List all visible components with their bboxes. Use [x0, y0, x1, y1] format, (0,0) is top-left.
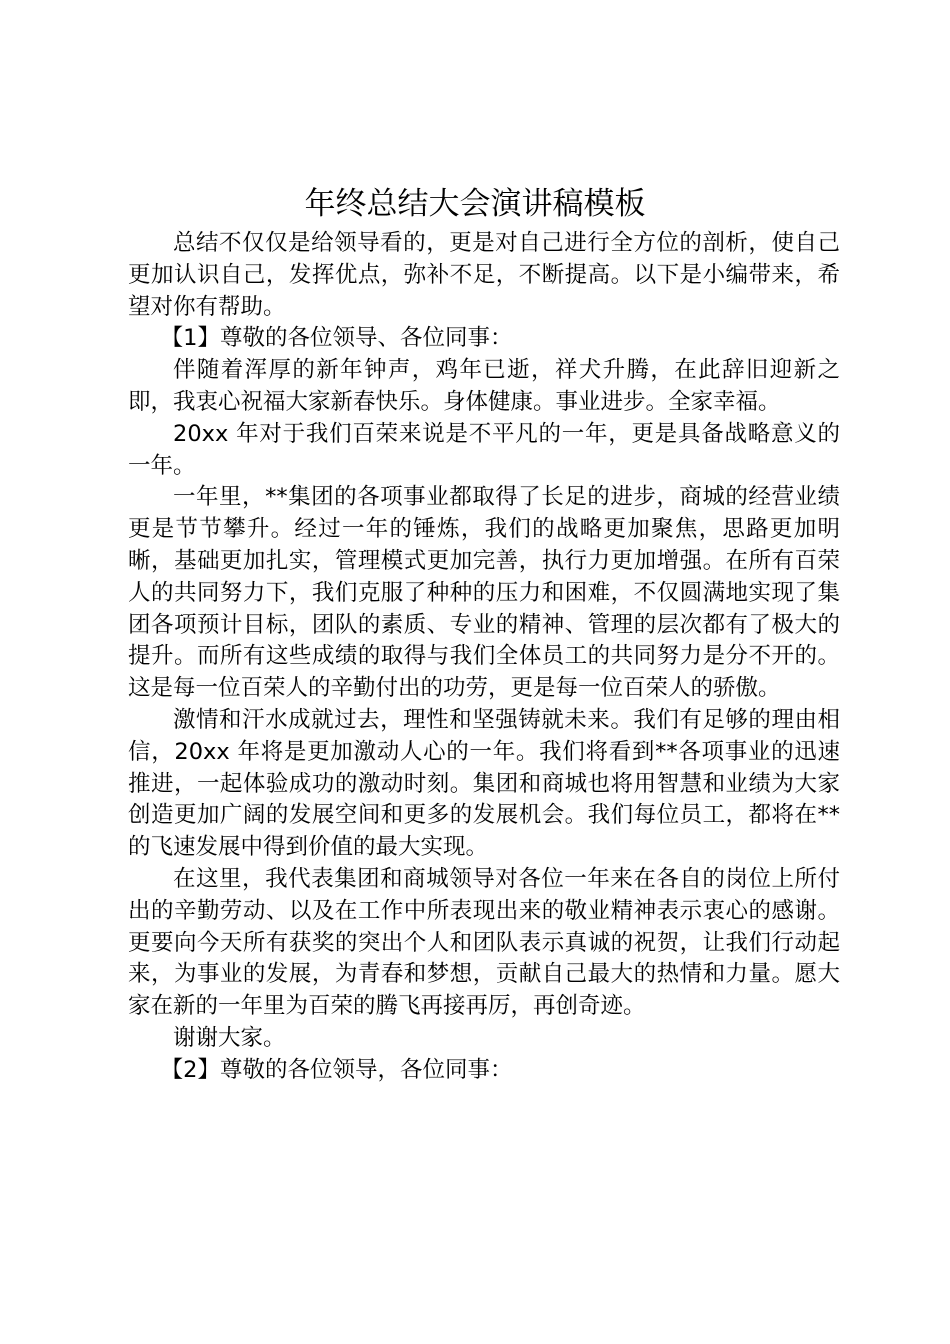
document-title: 年终总结大会演讲稿模板	[304, 186, 646, 222]
closing-paragraph: 谢谢大家。	[173, 1024, 286, 1051]
intro-paragraph: 总结不仅仅是给领导看的，更是对自己进行全方位的剖析，使自己更加认识自己，发挥优点，弥补不足，不断提高。以下是小编带来，希望对你有帮助。	[128, 230, 840, 320]
body-paragraph: 一年里，**集团的各项事业都取得了长足的进步，商城的经营业绩更是节节攀升。经过一年的锤炼，我们的战略更加聚焦，思路更加明晰，基础更加扎实，管理模式更加完善，执行力更加增强。在所有百荣人的共同努力下，我们克服了种种的压力和困难，不仅圆满地实现了集团各项预计目标，团队的素质、专业的精神、管理的层次都有了极大的提升。而所有这些成绩的取得与我们全体员工的共同努力是分不开的。这是每一位百荣人的辛勤付出的功劳，更是每一位百荣人的骄傲。	[128, 484, 840, 702]
section-heading-1: 【1】尊敬的各位领导、各位同事：	[160, 325, 513, 352]
document-body	[128, 228, 840, 1087]
body-paragraph: 20xx 年对于我们百荣来说是不平凡的一年，更是具备战略意义的一年。	[128, 420, 840, 479]
section-heading-2: 【2】尊敬的各位领导，各位同事：	[160, 1056, 513, 1083]
body-paragraph: 在这里，我代表集团和商城领导对各位一年来在各自的岗位上所付出的辛勤劳动、以及在工作中所表现出来的敬业精神表示衷心的感谢。更要向今天所有获奖的突出个人和团队表示真诚的祝贺，让我们行动起来，为事业的发展，为青春和梦想，贡献自己最大的热情和力量。愿大家在新的一年里为百荣的腾飞再接再厉，再创奇迹。	[128, 865, 840, 1020]
body-paragraph: 伴随着浑厚的新年钟声，鸡年已逝，祥犬升腾，在此辞旧迎新之即，我衷心祝福大家新春快乐。身体健康。事业进步。全家幸福。	[128, 357, 840, 415]
body-paragraph: 激情和汗水成就过去，理性和坚强铸就未来。我们有足够的理由相信，20xx 年将是更加激动人心的一年。我们将看到**各项事业的迅速推进，一起体验成功的激动时刻。集团和商城也将用智慧和业绩为大家创造更加广阔的发展空间和更多的发展机会。我们每位员工，都将在**的飞速发展中得到价值的最大实现。	[128, 706, 840, 861]
